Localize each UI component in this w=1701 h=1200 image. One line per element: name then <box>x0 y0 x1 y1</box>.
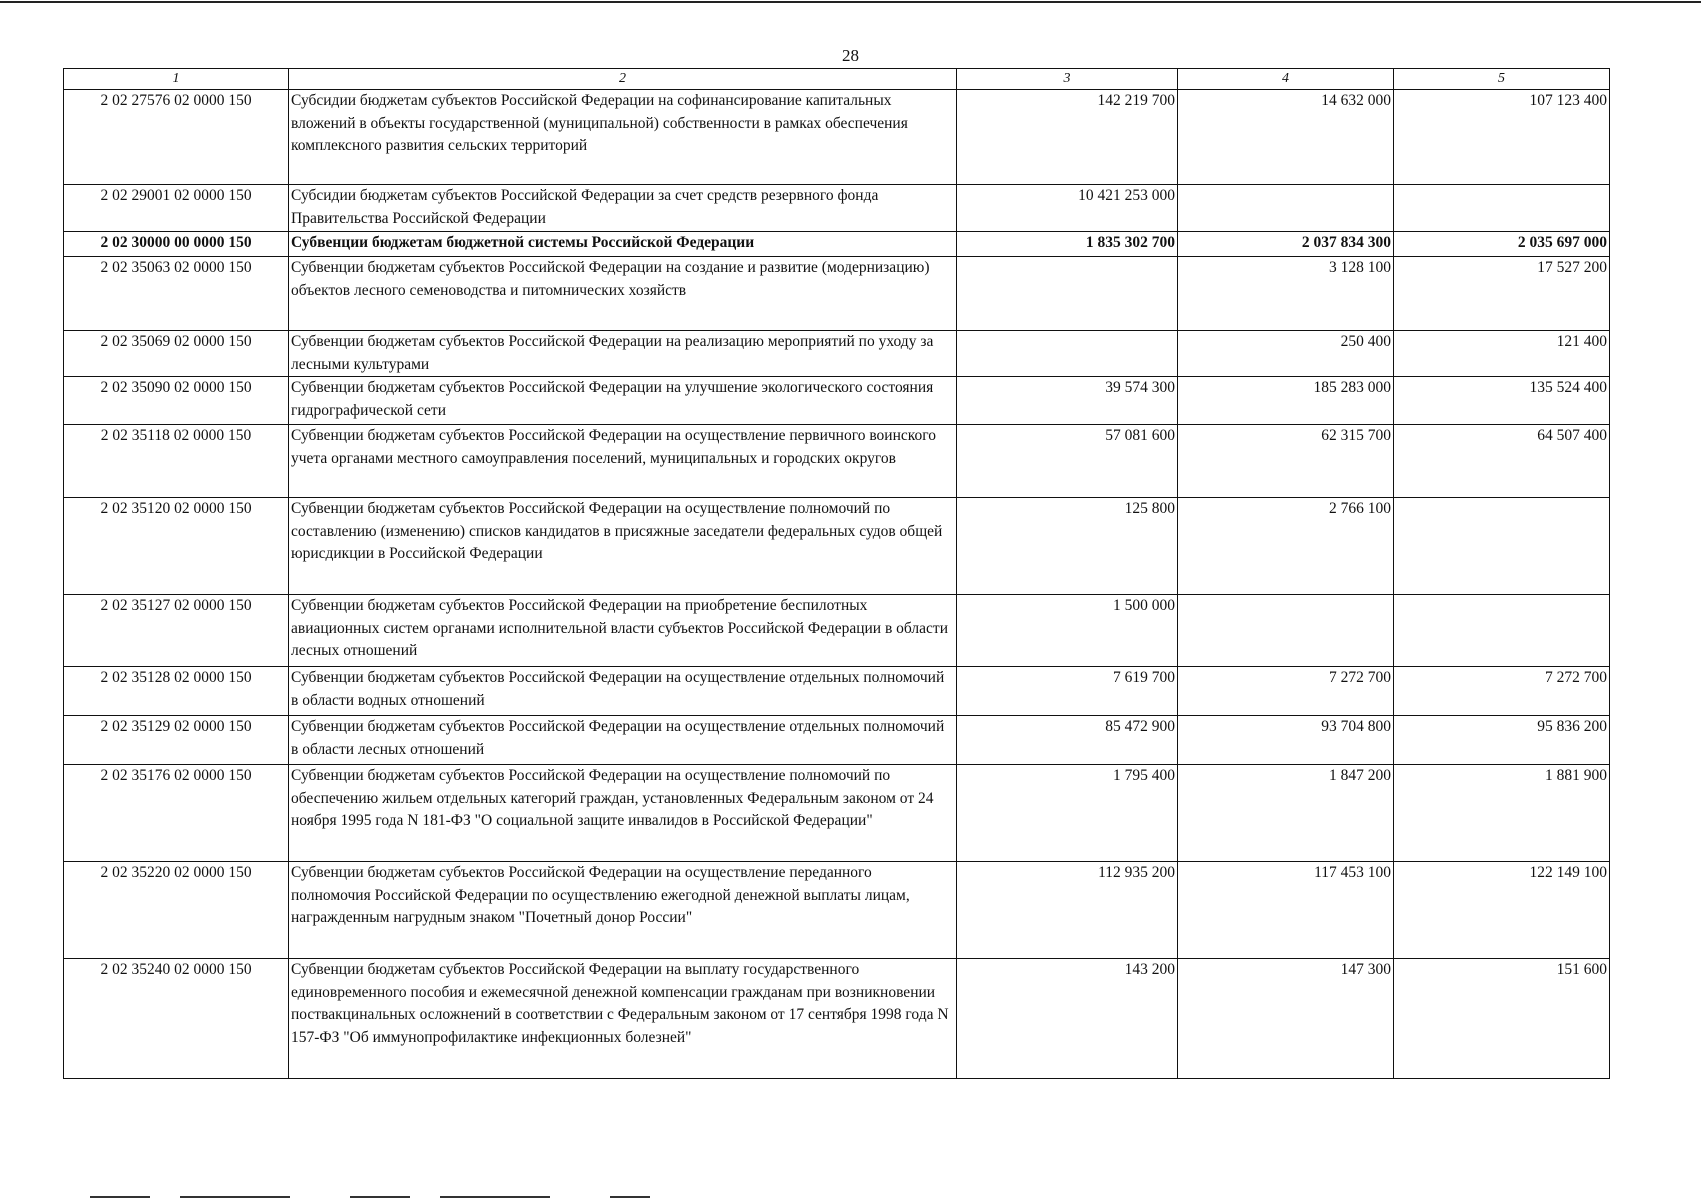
classification-code: 2 02 35240 02 0000 150 <box>64 959 289 1079</box>
classification-code: 2 02 35127 02 0000 150 <box>64 595 289 667</box>
revenue-name: Субвенции бюджетам субъектов Российской Федерации на реализацию мероприятий по уходу за лесными культурами <box>289 331 957 377</box>
table-row <box>64 959 1610 1079</box>
revenue-name: Субвенции бюджетам субъектов Российской Федерации на осуществление полномочий по обеспечению жильем отдельных категорий граждан, установленных Федеральным законом от 24 ноября 1995 года N 181-ФЗ "О социальной защите инвалидов в Российской Федерации" <box>289 765 957 862</box>
amount-col5 <box>1394 185 1610 232</box>
amount-col5 <box>1394 498 1610 595</box>
budget-revenue-table <box>63 68 1610 1079</box>
classification-code: 2 02 35220 02 0000 150 <box>64 862 289 959</box>
header-cell: 5 <box>1394 69 1610 90</box>
table-row <box>64 862 1610 959</box>
revenue-name: Субсидии бюджетам субъектов Российской Федерации за счет средств резервного фонда Правительства Российской Федерации <box>289 185 957 232</box>
amount-col4: 62 315 700 <box>1178 425 1394 498</box>
revenue-name: Субвенции бюджетам бюджетной системы Российской Федерации <box>289 232 957 257</box>
table-row <box>64 716 1610 765</box>
classification-code: 2 02 35120 02 0000 150 <box>64 498 289 595</box>
table-row <box>64 498 1610 595</box>
revenue-name: Субвенции бюджетам субъектов Российской Федерации на осуществление отдельных полномочий в области водных отношений <box>289 667 957 716</box>
table-row <box>64 185 1610 232</box>
amount-col5: 122 149 100 <box>1394 862 1610 959</box>
table-header-row <box>64 69 1610 90</box>
table-row-total <box>64 232 1610 257</box>
table-row <box>64 425 1610 498</box>
table-row <box>64 377 1610 425</box>
amount-col5: 17 527 200 <box>1394 257 1610 331</box>
table-row <box>64 595 1610 667</box>
amount-col5 <box>1394 595 1610 667</box>
amount-col3: 10 421 253 000 <box>957 185 1178 232</box>
amount-col5: 121 400 <box>1394 331 1610 377</box>
amount-col4: 1 847 200 <box>1178 765 1394 862</box>
page-number: 28 <box>842 46 859 65</box>
revenue-name: Субвенции бюджетам субъектов Российской Федерации на выплату государственного единовременного пособия и ежемесячной денежной компенсации гражданам при возникновении поствакцинальных осложнений в соответствии с Федеральным законом от 17 сентября 1998 года N 157-ФЗ "Об иммунопрофилактике инфекционных болезней" <box>289 959 957 1079</box>
revenue-name: Субвенции бюджетам субъектов Российской Федерации на осуществление переданного полномочия Российской Федерации по осуществлению ежегодной денежной выплаты лицам, награжденным нагрудным знаком "Почетный донор России" <box>289 862 957 959</box>
header-cell: 4 <box>1178 69 1394 90</box>
revenue-name: Субвенции бюджетам субъектов Российской Федерации на улучшение экологического состояния гидрографической сети <box>289 377 957 425</box>
amount-col4: 7 272 700 <box>1178 667 1394 716</box>
classification-code: 2 02 35090 02 0000 150 <box>64 377 289 425</box>
classification-code: 2 02 35118 02 0000 150 <box>64 425 289 498</box>
amount-col3: 1 835 302 700 <box>957 232 1178 257</box>
classification-code: 2 02 35128 02 0000 150 <box>64 667 289 716</box>
amount-col3 <box>957 331 1178 377</box>
amount-col4 <box>1178 185 1394 232</box>
revenue-name: Субвенции бюджетам субъектов Российской Федерации на осуществление отдельных полномочий в области лесных отношений <box>289 716 957 765</box>
classification-code: 2 02 29001 02 0000 150 <box>64 185 289 232</box>
amount-col4: 93 704 800 <box>1178 716 1394 765</box>
amount-col5: 107 123 400 <box>1394 90 1610 185</box>
amount-col5: 7 272 700 <box>1394 667 1610 716</box>
amount-col5: 2 035 697 000 <box>1394 232 1610 257</box>
amount-col3: 1 500 000 <box>957 595 1178 667</box>
table-row <box>64 90 1610 185</box>
revenue-name: Субвенции бюджетам субъектов Российской Федерации на создание и развитие (модернизацию) объектов лесного семеноводства и питомнических хозяйств <box>289 257 957 331</box>
amount-col3: 57 081 600 <box>957 425 1178 498</box>
scan-top-border <box>0 1 1701 3</box>
amount-col3: 39 574 300 <box>957 377 1178 425</box>
amount-col3: 112 935 200 <box>957 862 1178 959</box>
amount-col4: 14 632 000 <box>1178 90 1394 185</box>
amount-col3 <box>957 257 1178 331</box>
classification-code: 2 02 30000 00 0000 150 <box>64 232 289 257</box>
classification-code: 2 02 35069 02 0000 150 <box>64 331 289 377</box>
classification-code: 2 02 35176 02 0000 150 <box>64 765 289 862</box>
amount-col4: 2 766 100 <box>1178 498 1394 595</box>
amount-col4: 250 400 <box>1178 331 1394 377</box>
revenue-name: Субвенции бюджетам субъектов Российской Федерации на приобретение беспилотных авиационных систем органами исполнительной власти субъектов Российской Федерации в области лесных отношений <box>289 595 957 667</box>
amount-col4: 2 037 834 300 <box>1178 232 1394 257</box>
header-cell: 1 <box>64 69 289 90</box>
table-row <box>64 667 1610 716</box>
amount-col4: 3 128 100 <box>1178 257 1394 331</box>
amount-col3: 143 200 <box>957 959 1178 1079</box>
classification-code: 2 02 35063 02 0000 150 <box>64 257 289 331</box>
amount-col4: 147 300 <box>1178 959 1394 1079</box>
amount-col5: 95 836 200 <box>1394 716 1610 765</box>
amount-col4: 117 453 100 <box>1178 862 1394 959</box>
table-row <box>64 331 1610 377</box>
table-row <box>64 765 1610 862</box>
revenue-name: Субвенции бюджетам субъектов Российской Федерации на осуществление первичного воинского учета органами местного самоуправления поселений, муниципальных и городских округов <box>289 425 957 498</box>
amount-col4 <box>1178 595 1394 667</box>
amount-col5: 151 600 <box>1394 959 1610 1079</box>
revenue-name: Субвенции бюджетам субъектов Российской Федерации на осуществление полномочий по составлению (изменению) списков кандидатов в присяжные заседатели федеральных судов общей юрисдикции в Российской Федерации <box>289 498 957 595</box>
amount-col3: 1 795 400 <box>957 765 1178 862</box>
classification-code: 2 02 27576 02 0000 150 <box>64 90 289 185</box>
amount-col5: 64 507 400 <box>1394 425 1610 498</box>
classification-code: 2 02 35129 02 0000 150 <box>64 716 289 765</box>
revenue-name: Субсидии бюджетам субъектов Российской Федерации на софинансирование капитальных вложений в объекты государственной (муниципальной) собственности в рамках обеспечения комплексного развития сельских территорий <box>289 90 957 185</box>
amount-col3: 85 472 900 <box>957 716 1178 765</box>
amount-col5: 1 881 900 <box>1394 765 1610 862</box>
amount-col4: 185 283 000 <box>1178 377 1394 425</box>
amount-col3: 7 619 700 <box>957 667 1178 716</box>
amount-col5: 135 524 400 <box>1394 377 1610 425</box>
header-cell: 3 <box>957 69 1178 90</box>
scan-bottom-marks <box>90 1196 650 1198</box>
header-cell: 2 <box>289 69 957 90</box>
table-row <box>64 257 1610 331</box>
amount-col3: 125 800 <box>957 498 1178 595</box>
amount-col3: 142 219 700 <box>957 90 1178 185</box>
